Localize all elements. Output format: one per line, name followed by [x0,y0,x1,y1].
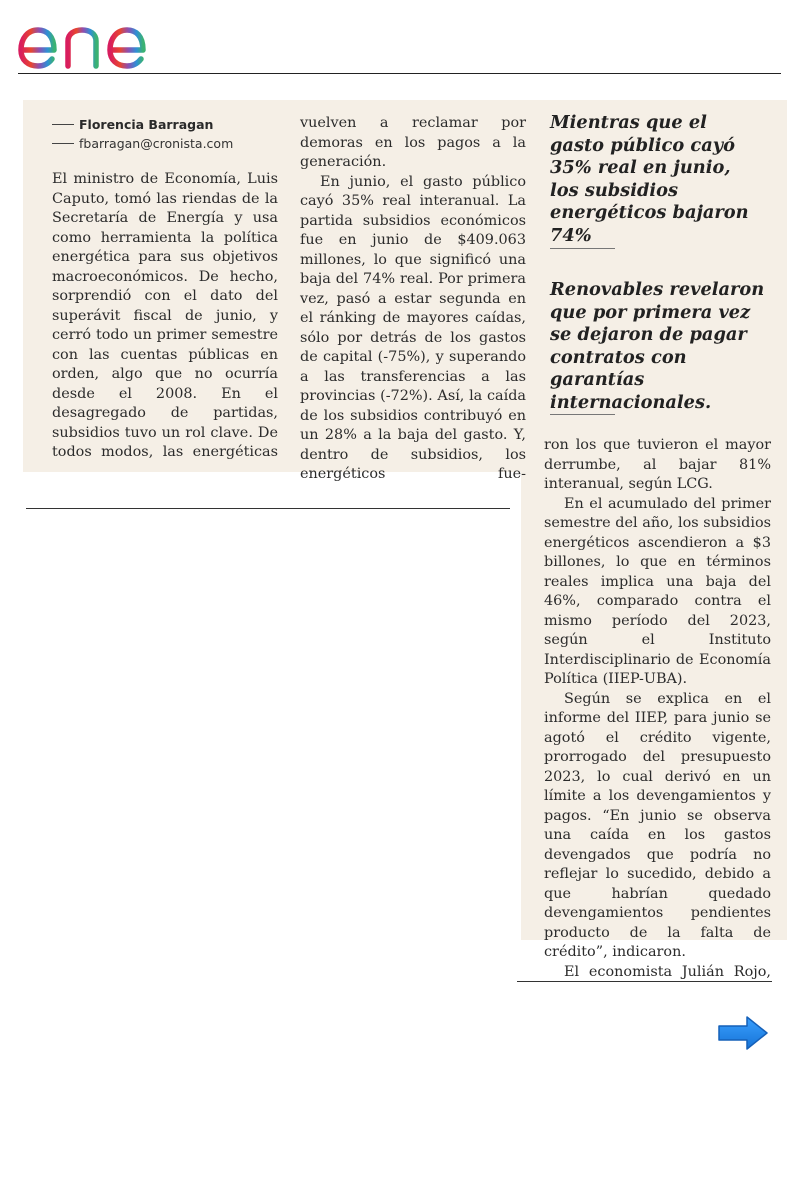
paragraph: El ministro de Economía, Luis Caputo, tomó las riendas de la Secretaría de Energía y usa como herramienta la política energética para sus objetivos macroeconómicos. De hecho, sorprendió con el dato del superávit fiscal de junio, y cerró todo un primer semestre con las cuentas públicas en orden, algo que no ocurría desde el 2008. En el desagregado de partidas, subsidios tuvo un rol clave. De todos modos, las energéticas [52,171,278,460]
article-column-3 [544,436,771,982]
paragraph: ron los que tuvieron el mayor derrumbe, al bajar 81% interanual, según LCG. [544,437,771,492]
author-email-line [52,136,233,151]
section-rule [26,508,510,509]
byline-dash [52,143,74,144]
author-name: Florencia Barragan [79,117,214,132]
article-column-2 [300,114,526,485]
article-column-1 [52,170,278,463]
paragraph: En el acumulado del primer semestre del año, los subsidios energéticos ascendieron a $3 billones, lo que en términos reales implica una baja del 46%, comparado contra el mismo período del 2023, según el Instituto Interdisciplinario de Economía Política (IIEP-UBA). [544,495,771,687]
pull-quote-divider [550,248,615,249]
paragraph: En junio, el gasto público cayó 35% real interanual. La partida subsidios económicos fue en junio de $409.063 millones, lo que significó una baja del 74% real. Por primera vez, pasó a estar segunda en el ránking de mayores caídas, sólo por detrás de los gastos de capital (-75%), y superando a las transferencias a las provincias (-72%). Así, la caída de los subsidios contribuyó en un 28% a la baja del gasto. Y, dentro de subsidios, los energéticos fue- [300,173,526,482]
enel-logo [16,8,181,70]
section-rule [517,981,772,982]
paragraph: Según se explica en el informe del IIEP, para junio se agotó el crédito vigente, prorrogado del presupuesto 2023, lo cual derivó en un límite a los devengamientos y pagos. “En junio se observa una caída en los gastos devengados que podría no reflejar lo sucedido, debido a que habrían quedado devengamientos pendientes producto de la falta de crédito”, indicaron. [544,690,771,960]
author-byline [52,117,213,132]
pull-quote-divider [550,414,615,415]
paragraph: El economista Julián Rojo, [564,963,771,980]
byline-dash [52,124,74,125]
header-rule [18,73,781,74]
author-email: fbarragan@cronista.com [79,136,234,151]
pull-quote-2: Renovables revelaron que por primera vez se dejaron de pagar contratos con garantías internacionales. [550,279,765,413]
paragraph: vuelven a reclamar por demoras en los pagos a la generación. [300,115,526,170]
right-arrow-icon[interactable] [716,1013,770,1053]
pull-quote-1: Mientras que el gasto público cayó 35% real en junio, los subsidios energéticos bajaron 74% [550,112,749,246]
